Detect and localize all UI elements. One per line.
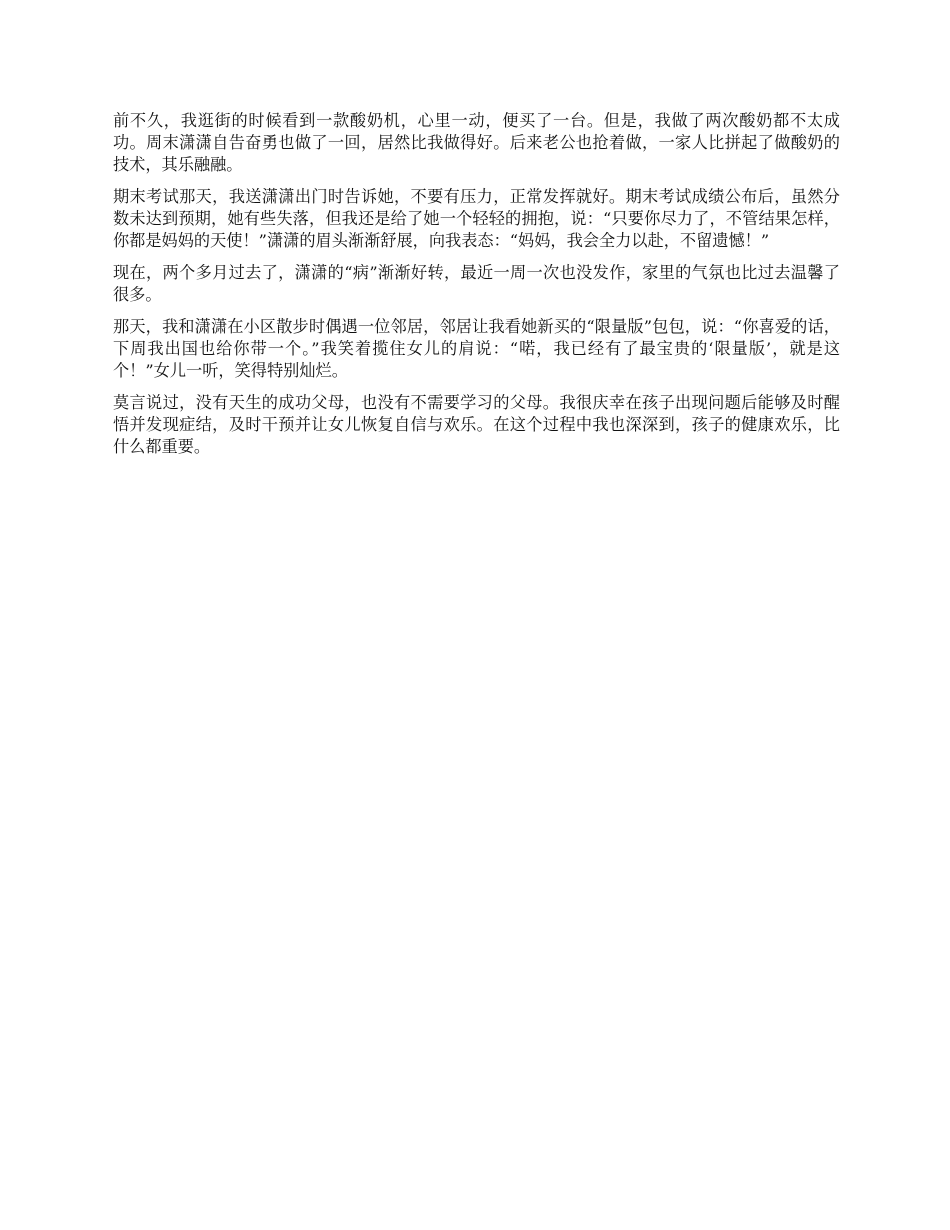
document-body (113, 110, 840, 468)
paragraph-2: 期末考试那天，我送潇潇出门时告诉她，不要有压力，正常发挥就好。期末考试成绩公布后，虽然分数未达到预期，她有些失落，但我还是给了她一个轻轻的拥抱，说：“只要你尽力了，不管结果怎样，你都是妈妈的天使！”潇潇的眉头渐渐舒展，向我表态：“妈妈，我会全力以赴，不留遗憾！” (113, 187, 840, 250)
paragraph-4: 那天，我和潇潇在小区散步时偶遇一位邻居，邻居让我看她新买的“限量版”包包，说：“你喜爱的话，下周我出国也给你带一个。”我笑着揽住女儿的肩说：“喏，我已经有了最宝贵的‘限量版’，就是这个！”女儿一听，笑得特别灿烂。 (113, 317, 840, 380)
paragraph-3: 现在，两个多月过去了，潇潇的“病”渐渐好转，最近一周一次也没发作，家里的气氛也比过去温馨了很多。 (113, 263, 840, 304)
paragraph-1: 前不久，我逛街的时候看到一款酸奶机，心里一动，便买了一台。但是，我做了两次酸奶都不太成功。周末潇潇自告奋勇也做了一回，居然比我做得好。后来老公也抢着做，一家人比拼起了做酸奶的技术，其乐融融。 (113, 111, 840, 174)
paragraph-5: 莫言说过，没有天生的成功父母，也没有不需要学习的父母。我很庆幸在孩子出现问题后能够及时醒悟并发现症结，及时干预并让女儿恢复自信与欢乐。在这个过程中我也深深到，孩子的健康欢乐，比什么都重要。 (113, 393, 840, 456)
